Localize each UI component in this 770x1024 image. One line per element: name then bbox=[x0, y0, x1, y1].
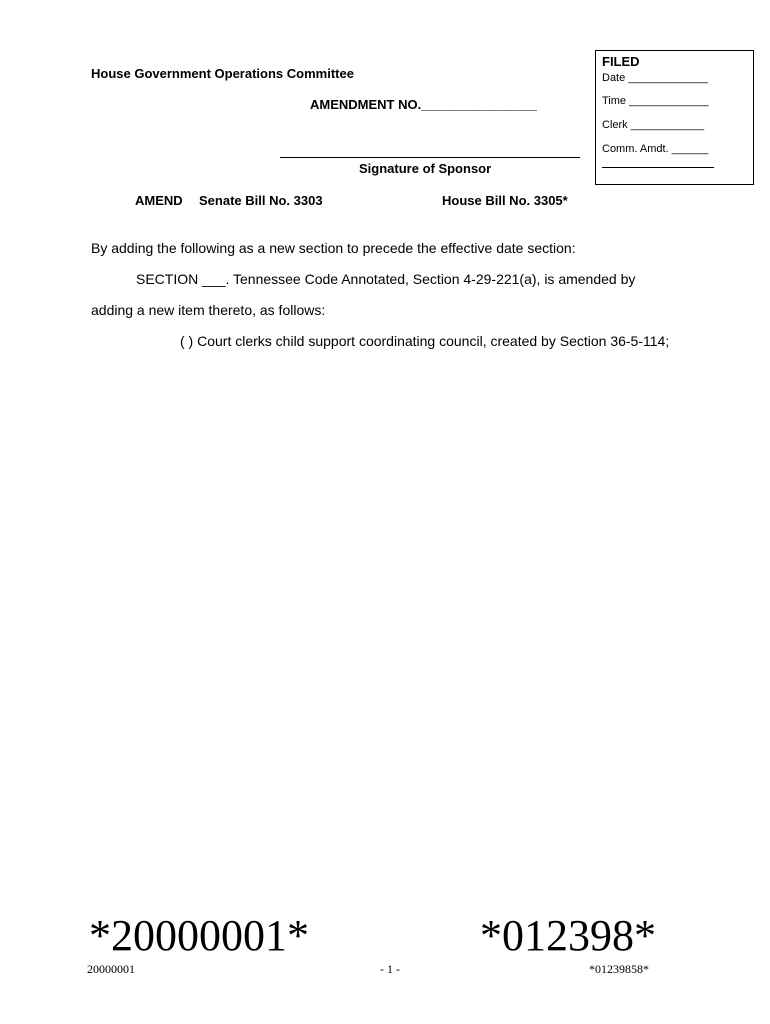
amendment-number: AMENDMENT NO.________________ bbox=[310, 97, 537, 112]
filed-comm-amdt-field: Comm. Amdt. ______ bbox=[602, 143, 709, 155]
filed-time-field: Time _____________ bbox=[602, 95, 709, 107]
house-bill-number: House Bill No. 3305* bbox=[442, 193, 568, 208]
barcode-right: *012398* bbox=[480, 911, 656, 960]
section-text-line-1: SECTION ___. Tennessee Code Annotated, Section 4-29-221(a), is amended by bbox=[136, 271, 636, 287]
amend-label: AMEND bbox=[135, 193, 183, 208]
filed-stamp-box bbox=[595, 50, 754, 185]
filed-clerk-field: Clerk ____________ bbox=[602, 119, 705, 131]
filed-blank-line bbox=[602, 167, 714, 168]
filed-title: FILED bbox=[602, 54, 640, 69]
sponsor-signature-line bbox=[280, 157, 580, 158]
sponsor-label: Signature of Sponsor bbox=[359, 161, 492, 176]
senate-bill-number: Senate Bill No. 3303 bbox=[199, 193, 323, 208]
footer-document-id: 20000001 bbox=[87, 962, 135, 976]
intro-paragraph: By adding the following as a new section to precede the effective date section: bbox=[91, 240, 576, 256]
barcode-left: *20000001* bbox=[89, 911, 309, 960]
filed-date-field: Date _____________ bbox=[602, 72, 708, 84]
footer-barcode-id: *01239858* bbox=[589, 962, 649, 976]
committee-name: House Government Operations Committee bbox=[91, 66, 354, 81]
section-text-line-2: adding a new item thereto, as follows: bbox=[91, 302, 326, 318]
amended-item: ( ) Court clerks child support coordinating council, created by Section 36-5-114; bbox=[180, 333, 670, 349]
page-number: - 1 - bbox=[380, 962, 400, 976]
